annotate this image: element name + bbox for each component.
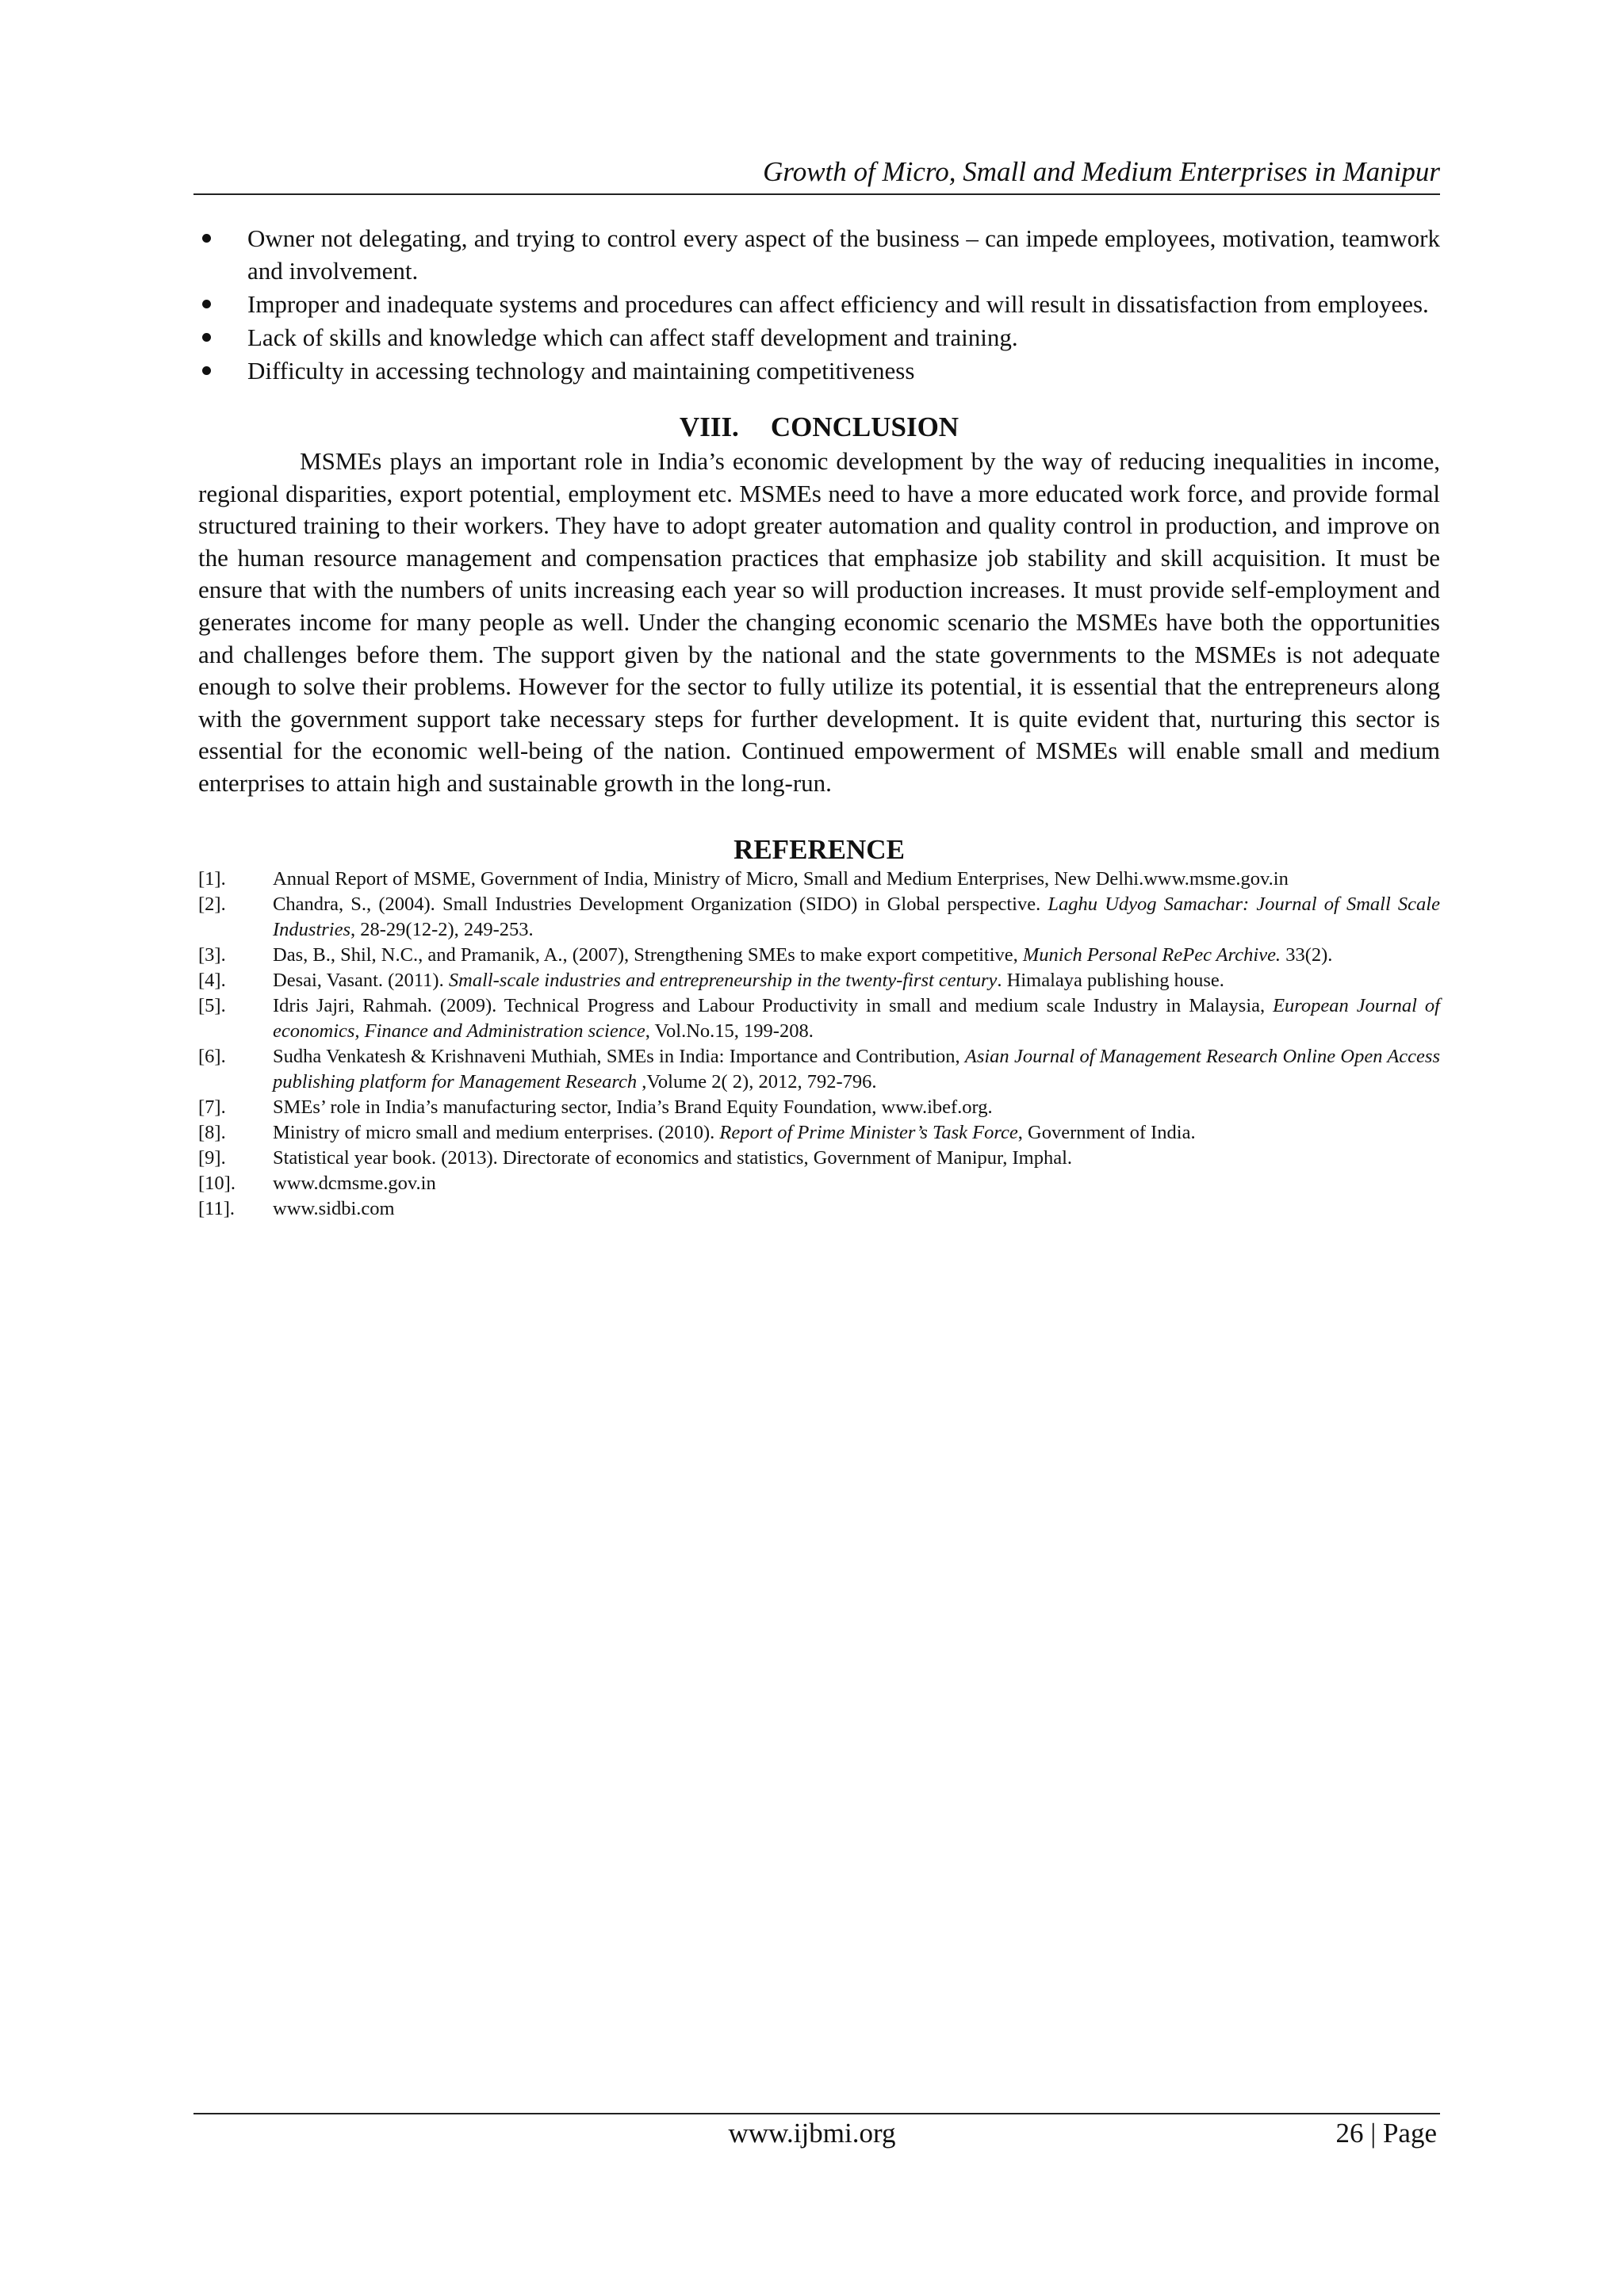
reference-source: Munich Personal RePec Archive.: [1022, 943, 1281, 966]
reference-list: [198, 867, 1440, 1222]
reference-item: [198, 943, 1440, 968]
bullet-dot-icon: [202, 333, 211, 342]
reference-number: [11].: [198, 1197, 236, 1219]
reference-text: Das, B., Shil, N.C., and Pramanik, A., (2007), Strengthening SMEs to make export competitive,: [273, 943, 1023, 966]
reference-details: , Government of India.: [1017, 1121, 1196, 1143]
bullet-text: Lack of skills and knowledge which can affect staff development and training.: [247, 323, 1018, 351]
bullet-dot-icon: [202, 234, 211, 243]
reference-details: 33(2).: [1281, 943, 1333, 966]
page-body: [198, 222, 1440, 1222]
bullet-dot-icon: [202, 300, 211, 308]
bullet-text: Improper and inadequate systems and procedures can affect efficiency and will result in dissatisfaction from employees.: [247, 290, 1429, 318]
reference-item: [198, 1146, 1440, 1171]
reference-text: Desai, Vasant. (2011).: [273, 969, 449, 991]
bullet-item: [198, 321, 1440, 354]
reference-source: Asian Journal of Management Research Online Open Access publishing platform for Management Research: [273, 1045, 1440, 1093]
reference-text: Idris Jajri, Rahmah. (2009). Technical Progress and Labour Productivity in small and medium scale Industry in Malaysia,: [273, 994, 1274, 1016]
reference-item: [198, 867, 1440, 892]
bullet-item: [198, 288, 1440, 320]
section-number: VIII.: [679, 411, 739, 442]
reference-item: [198, 1171, 1440, 1196]
footer-rule: [193, 2113, 1440, 2114]
reference-details: ,Volume 2( 2), 2012, 792-796.: [637, 1070, 877, 1093]
reference-number: [7].: [198, 1096, 226, 1118]
reference-number: [5].: [198, 994, 226, 1016]
reference-text: Chandra, S., (2004). Small Industries Development Organization (SIDO) in Global perspective.: [273, 893, 1048, 915]
reference-source: European Journal of economics, Finance and Administration science: [273, 994, 1440, 1042]
reference-item: [198, 993, 1440, 1044]
reference-number: [2].: [198, 893, 226, 915]
reference-source: Report of Prime Minister’s Task Force: [719, 1121, 1018, 1143]
reference-number: [4].: [198, 969, 226, 991]
reference-text: Statistical year book. (2013). Directorate of economics and statistics, Government of Manipur, Imphal.: [273, 1146, 1073, 1169]
reference-text: SMEs’ role in India’s manufacturing sector, India’s Brand Equity Foundation, www.ibef.org.: [273, 1096, 993, 1118]
bullet-item: [198, 354, 1440, 387]
section-title: CONCLUSION: [770, 411, 959, 442]
reference-item: [198, 968, 1440, 993]
bullet-list: [198, 222, 1440, 387]
reference-number: [1].: [198, 867, 226, 890]
header-rule: [193, 193, 1440, 195]
reference-text: Annual Report of MSME, Government of India, Ministry of Micro, Small and Medium Enterprises, New Delhi.www.msme.gov.in: [273, 867, 1289, 890]
reference-source: Small-scale industries and entrepreneurship in the twenty-first century: [448, 969, 998, 991]
bullet-text: Owner not delegating, and trying to control every aspect of the business – can impede employees, motivation, teamwork and involvement.: [247, 224, 1440, 285]
conclusion-paragraph: MSMEs plays an important role in India’s economic development by the way of reducing inequalities in income, regional disparities, export potential, employment etc. MSMEs need to have a more educated work force, and provide formal structured training to their workers. They have to adopt greater automation and quality control in production, and improve on the human resource management and compensation practices that emphasize job stability and skill acquisition. It must be ensure that with the numbers of units increasing each year so will production increases. It must provide self-employment and generates income for many people as well. Under the changing economic scenario the MSMEs have both the opportunities and challenges before them. The support given by the national and the state governments to the MSMEs is not adequate enough to solve their problems. However for the sector to fully utilize its potential, it is essential that the entrepreneurs along with the government support take necessary steps for further development. It is quite evident that, nurturing this sector is essential for the economic well-being of the nation. Continued empowerment of MSMEs will enable small and medium enterprises to attain high and sustainable growth in the long-run.: [198, 447, 1440, 797]
reference-number: [6].: [198, 1045, 226, 1067]
reference-item: [198, 1095, 1440, 1120]
page-number: 26 | Page: [1335, 2118, 1437, 2149]
reference-item: [198, 1044, 1440, 1095]
footer-website: www.ijbmi.org: [728, 2118, 896, 2149]
reference-details: , 28-29(12-2), 249-253.: [350, 918, 534, 940]
reference-number: [3].: [198, 943, 226, 966]
reference-text: Ministry of micro small and medium enterprises. (2010).: [273, 1121, 720, 1143]
reference-item: [198, 1120, 1440, 1146]
bullet-item: [198, 222, 1440, 287]
reference-source: Laghu Udyog Samachar: Journal of Small Scale Industries: [273, 893, 1440, 940]
reference-item: [198, 1196, 1440, 1222]
reference-number: [9].: [198, 1146, 226, 1169]
reference-details: , Vol.No.15, 199-208.: [645, 1020, 814, 1042]
references-heading: REFERENCE: [733, 833, 905, 865]
bullet-text: Difficulty in accessing technology and maintaining competitiveness: [247, 357, 915, 385]
reference-text: www.sidbi.com: [273, 1197, 395, 1219]
reference-number: [10].: [198, 1172, 236, 1194]
reference-text: Sudha Venkatesh & Krishnaveni Muthiah, SMEs in India: Importance and Contribution,: [273, 1045, 965, 1067]
section-heading: [198, 411, 1440, 444]
reference-text: www.dcmsme.gov.in: [273, 1172, 436, 1194]
reference-details: . Himalaya publishing house.: [997, 969, 1224, 991]
reference-item: [198, 892, 1440, 943]
bullet-dot-icon: [202, 366, 211, 375]
running-header: Growth of Micro, Small and Medium Enterprises in Manipur: [763, 156, 1440, 187]
reference-number: [8].: [198, 1121, 226, 1143]
